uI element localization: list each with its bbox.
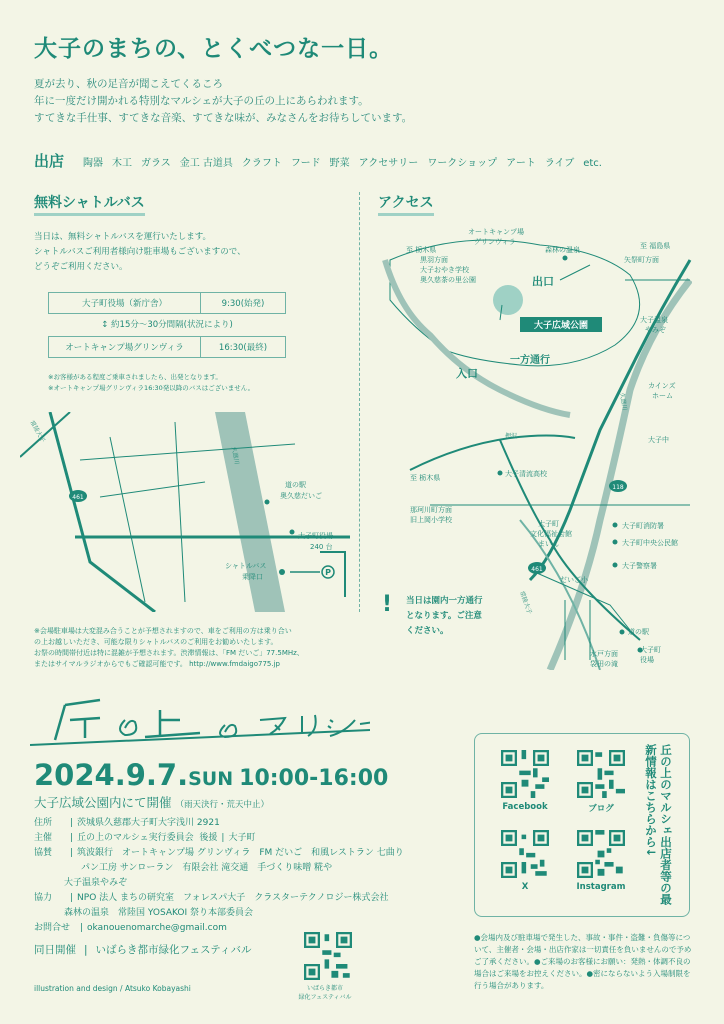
x-qr[interactable]: X (485, 830, 565, 892)
intro-text: 夏が去り、秋の足音が聞こえてくるころ 年に一度だけ開かれる特別なマルシェが大子の丘の上にあらわれます。 すてきな手仕事、すてきな音楽、すてきな味が、みなさんをお待ちしています。 (34, 78, 413, 124)
qr-vertical-caption: 丘の上のマルシェ出店者等の最新情報はこちらから↓ (644, 744, 673, 905)
svg-text:461: 461 (531, 566, 543, 573)
shuttle-heading: 無料シャトルバス (34, 192, 145, 216)
svg-text:118: 118 (612, 484, 624, 491)
svg-text:大子おやき学校: 大子おやき学校 (420, 266, 469, 274)
qr-code-icon (501, 830, 549, 878)
svg-text:那珂川町方面: 那珂川町方面 (410, 506, 452, 514)
traffic-note: ※会場駐車場は大変混み合うことが予想されますので、車をご利用の方は乗り合い の上お越しいただき、可能な限りシャトルバスのご利用をお勧めいたします。 お祭の時間帯付近は特に混雑が予想されます。渋滞情報は、「FM だいご」77.5MHz、 またはサイマルラジオからでもご確認可能です。 http://www.fmdaigo775.jp (34, 627, 304, 668)
svg-text:大子町役場: 大子町役場 (298, 532, 333, 540)
svg-text:大子町消防署: 大子町消防署 (622, 522, 664, 530)
svg-text:久慈川: 久慈川 (230, 446, 241, 466)
bus-notes: ※お客様がある程度ご乗車されましたら、出発となります。 ※オートキャンプ場グリンヴィラ16:30発以降のバスはございません。 (48, 373, 255, 392)
svg-text:大子清流高校: 大子清流高校 (505, 470, 547, 478)
svg-text:大子町: 大子町 (538, 520, 559, 528)
bus-interval: ↕ 約15分～30分間隔(状況により) (101, 320, 233, 330)
svg-text:大子町: 大子町 (640, 646, 661, 654)
event-info: 住所 | 茨城県久慈郡大子町大字浅川 2921 主催 | 丘の上のマルシェ実行委員会 後援 | 大子町 協賛 | 筑波銀行 オートキャンプ場 グリンヴィラ FM だいご 和風レストラン 七曲り パン工房 サンローラン 有限会社 滝交通 手づくり味噌 糀や 大子温泉やみぞ 協力 | NPO 法人 まちの研究室 フォレスパ大子 クラスターテクノロジー株式会社 森林の温泉 常陸国 YOSAKOI 祭り本部委員会 お問合せ | okanouenomarche@gmail.com (34, 816, 404, 936)
svg-text:久慈川: 久慈川 (618, 392, 629, 412)
sns-qr-box (474, 733, 690, 917)
svg-text:矢祭町方面: 矢祭町方面 (624, 256, 659, 264)
svg-text:やみぞ: やみぞ (645, 326, 666, 334)
kuji-river (550, 280, 690, 670)
svg-text:大子警察署: 大子警察署 (622, 562, 657, 570)
svg-text:シャトルバス: シャトルバス (225, 562, 267, 570)
svg-text:道の駅: 道の駅 (628, 628, 649, 636)
svg-text:袋田の滝: 袋田の滝 (590, 660, 618, 668)
svg-text:ホーム: ホーム (652, 392, 673, 400)
svg-text:オートキャンプ場: オートキャンプ場 (468, 228, 524, 236)
entrance-label: 入口 (456, 367, 478, 380)
svg-text:奥久慈茶の里公園: 奥久慈茶の里公園 (420, 276, 476, 284)
instagram-qr[interactable]: Instagram (561, 830, 641, 892)
bus-row-townhall: 大子町役場（新庁舎） 9:30(始発) (48, 292, 286, 314)
venue-circle (493, 285, 523, 315)
svg-text:P: P (325, 568, 331, 577)
access-heading: アクセス (378, 192, 434, 216)
exit-label: 出口 (532, 275, 554, 288)
qr-code-icon (577, 750, 625, 798)
rail-line (20, 412, 70, 457)
bus-row-camp: オートキャンプ場グリンヴィラ 16:30(最終) (48, 336, 286, 358)
svg-text:奥久慈だいご: 奥久慈だいご (280, 492, 322, 500)
venue: 大子広域公園内にて開催 （雨天決行・荒天中止） (34, 795, 270, 810)
townhall-marker-icon (290, 530, 295, 535)
svg-text:だいご小: だいご小 (560, 576, 588, 584)
svg-text:至 福島県: 至 福島県 (640, 242, 671, 250)
qr-code-icon (304, 932, 352, 980)
svg-text:文化福祉会館: 文化福祉会館 (530, 530, 572, 538)
blog-qr[interactable]: ブログ (561, 750, 641, 814)
svg-text:役場: 役場 (640, 656, 654, 664)
oneway-label: 一方通行 (510, 355, 550, 366)
marche-logo (30, 690, 370, 750)
contact-email[interactable]: okanouenomarche@gmail.com (87, 923, 227, 933)
bus-timetable (48, 292, 286, 358)
svg-text:大子温泉: 大子温泉 (640, 316, 668, 324)
svg-text:カインズ: カインズ (648, 382, 676, 390)
svg-text:道の駅: 道の駅 (285, 481, 306, 489)
svg-text:旧上岡小学校: 旧上岡小学校 (410, 516, 452, 524)
page-title: 大子のまちの、とくべつな一日。 (34, 36, 394, 62)
svg-text:240 台: 240 台 (310, 543, 333, 551)
svg-text:461: 461 (72, 494, 84, 501)
svg-text:常陸大子: 常陸大子 (28, 419, 47, 444)
bus-stop-marker-icon (279, 569, 285, 575)
festival-qr[interactable]: いばらき都市 緑化フェスティバル (300, 932, 350, 1002)
svg-text:水戸方面: 水戸方面 (590, 650, 618, 658)
svg-text:大子町中央公民館: 大子町中央公民館 (622, 539, 678, 547)
svg-text:まいん: まいん (538, 540, 559, 548)
qr-code-icon (577, 830, 625, 878)
shop-categories: 出店 陶器 木工 ガラス 金工 古道具 クラフト フード 野菜 アクセサリー ワークショップ アート ライブ etc. (34, 152, 602, 170)
svg-text:至 栃木県: 至 栃木県 (406, 246, 437, 254)
svg-text:乗降口: 乗降口 (242, 573, 263, 581)
svg-text:森林の温泉: 森林の温泉 (545, 246, 580, 254)
section-divider (359, 192, 360, 612)
facebook-qr[interactable]: Facebook (485, 750, 565, 812)
svg-text:大子中: 大子中 (648, 436, 669, 444)
svg-text:グリンヴィラ: グリンヴィラ (474, 238, 516, 246)
credit: illustration and design / Atsuko Kobayashi (34, 984, 191, 993)
svg-text:至 栃木県: 至 栃木県 (410, 474, 441, 482)
road-461 (50, 412, 155, 612)
same-day-event: 同日開催 | いばらき都市緑化フェスティバル (34, 944, 252, 956)
park-label: 大子広域公園 (533, 321, 589, 331)
station-marker-icon (265, 500, 270, 505)
shuttle-desc: 当日は、無料シャトルバスを運行いたします。 シャトルバスご利用者様向け駐車場もございますので、 どうぞご利用ください。 (34, 232, 246, 272)
exclamation-icon: ! (382, 592, 393, 617)
qr-code-icon (501, 750, 549, 798)
svg-text:押沢: 押沢 (505, 433, 518, 440)
shop-heading: 出店 (34, 152, 65, 170)
svg-text:常陸大子: 常陸大子 (518, 590, 533, 616)
river-shape (215, 412, 285, 612)
event-date: 2024.9.7.SUN 10:00-16:00 (34, 758, 389, 792)
disclaimer-notes: ●会場内及び駐車場で発生した、事故・事件・盗難・負傷等について、主催者・会場・出店作家は一切責任を負いませんので予めご了承ください。●ご来場のお客様にお願い：発熱・体調不良の場合はご来場をお控えください。●密にならないよう入場制限を行う場合があります。 (474, 933, 692, 990)
shuttle-map (20, 412, 350, 612)
oneway-notice: ! 当日は園内一方通行 となります。ご注意 ください。 (378, 588, 506, 646)
svg-text:黒羽方面: 黒羽方面 (420, 256, 448, 264)
